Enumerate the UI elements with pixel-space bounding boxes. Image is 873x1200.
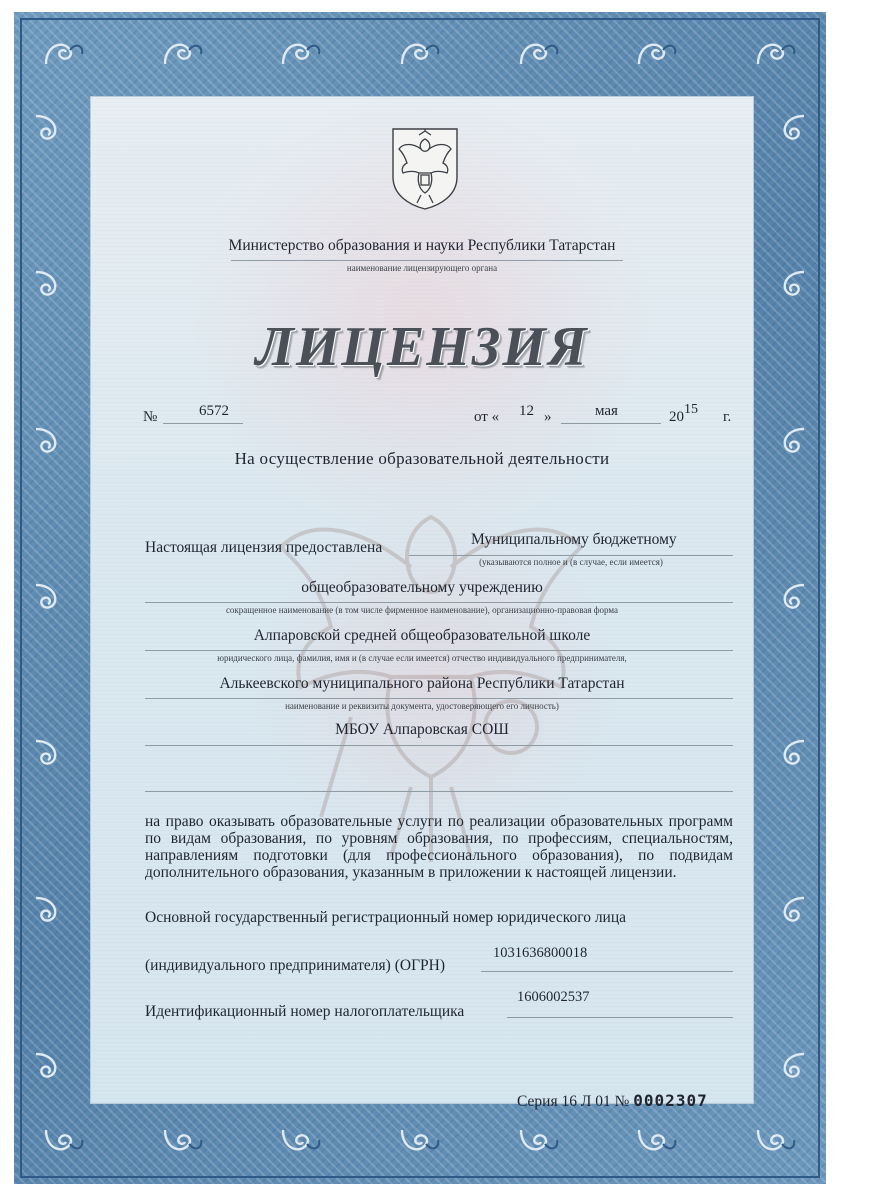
scroll-ornament-icon [766,737,810,771]
scroll-ornament-icon [30,737,74,771]
grantee-intro: Настоящая лицензия предоставлена [145,539,383,556]
grantee-line-5: МБОУ Алпаровская СОШ [335,721,509,738]
serial-series: 16 Л 01 [561,1093,611,1110]
number-underline [163,423,243,424]
scroll-ornament-icon [766,894,810,928]
ornament-right [766,112,810,1084]
license-day: 12 [519,403,534,419]
grantee-underline-3 [145,650,733,651]
ogrn-value: 1031636800018 [493,945,588,961]
number-label: № [143,409,158,425]
issuer-caption: наименование лицензирующего органа [346,263,498,273]
grantee-line-2: общеобразовательному учреждению [301,579,543,596]
inn-underline [507,1017,733,1018]
year-prefix: 20 [669,409,684,425]
scroll-ornament-icon [635,36,679,70]
grantee-line-1: Муниципальному бюджетному [471,531,677,548]
ornament-bottom [42,1124,798,1158]
scroll-ornament-icon [398,1124,442,1158]
inn-label: Идентификационный номер налогоплательщика [145,1003,465,1020]
issuer-name: Министерство образования и науки Республики Татарстан [228,237,616,254]
scroll-ornament-icon [279,1124,323,1158]
ornament-top [42,36,798,70]
grantee-underline-5 [145,745,733,746]
grantee-underline-6 [145,791,733,792]
coat-of-arms-icon [389,125,461,211]
scroll-ornament-icon [30,894,74,928]
year-suffix: 15 [684,402,698,417]
activity-title: На осуществление образовательной деятельности [234,449,610,468]
scroll-ornament-icon [30,581,74,615]
grantee-caption-2: сокращенное наименование (в том числе фирменное наименование), организационно-правовая форма [225,605,619,615]
date-prefix: от « [474,409,500,425]
ogrn-underline [481,971,733,972]
date-close: » [544,409,552,425]
grantee-caption-4: наименование и реквизиты документа, удостоверяющего его личность) [285,701,559,711]
scroll-ornament-icon [42,36,86,70]
scroll-ornament-icon [30,268,74,302]
scroll-ornament-icon [766,1050,810,1084]
license-title: ЛИЦЕНЗИЯ [255,316,589,378]
scroll-ornament-icon [754,1124,798,1158]
scroll-ornament-icon [635,1124,679,1158]
ornament-left [30,112,74,1084]
serial-label: Серия [517,1093,558,1110]
scroll-ornament-icon [517,36,561,70]
year-unit: г. [723,409,732,425]
scroll-ornament-icon [766,425,810,459]
month-underline [561,423,661,424]
scroll-ornament-icon [161,36,205,70]
grantee-underline-2 [145,602,733,603]
ogrn-label-1: Основной государственный регистрационный номер юридического лица [145,909,627,926]
grantee-line-3: Алпаровской средней общеобразовательной школе [253,627,591,644]
scroll-ornament-icon [42,1124,86,1158]
ogrn-label-2: (индивидуального предпринимателя) (ОГРН) [145,957,446,974]
grantee-caption-1: (указываются полное и (в случае, если имеется) [479,557,663,567]
grantee-caption-3: юридического лица, фамилия, имя и (в случае если имеется) отчество индивидуального предпринимателя, [217,653,627,663]
scroll-ornament-icon [754,36,798,70]
scroll-ornament-icon [279,36,323,70]
license-month: мая [595,403,618,419]
scroll-ornament-icon [30,1050,74,1084]
grantee-line-4: Алькеевского муниципального района Республики Татарстан [219,675,625,692]
inn-value: 1606002537 [517,989,590,1005]
rights-paragraph: на право оказывать образовательные услуги по реализации образовательных программ по видам образования, по уровням образования, по профессиям, специальностям, направлениям подготовки (для профессионального образования), по подвидам дополнительного образования, указанным в приложении к настоящей лицензии. [145,813,733,881]
serial-number: 0002307 [633,1091,708,1110]
license-field [90,96,754,1110]
scroll-ornament-icon [766,112,810,146]
scroll-ornament-icon [766,268,810,302]
license-year [669,402,698,426]
grantee-underline-4 [145,698,733,699]
issuer-underline [231,260,623,261]
scroll-ornament-icon [766,581,810,615]
scroll-ornament-icon [30,425,74,459]
scroll-ornament-icon [30,112,74,146]
license-frame [14,12,826,1184]
serial-number-label: № [614,1093,630,1110]
scroll-ornament-icon [517,1124,561,1158]
scroll-ornament-icon [161,1124,205,1158]
scroll-ornament-icon [398,36,442,70]
grantee-underline-1 [409,555,733,556]
license-number: 6572 [199,403,229,419]
serial-line [517,1091,708,1111]
